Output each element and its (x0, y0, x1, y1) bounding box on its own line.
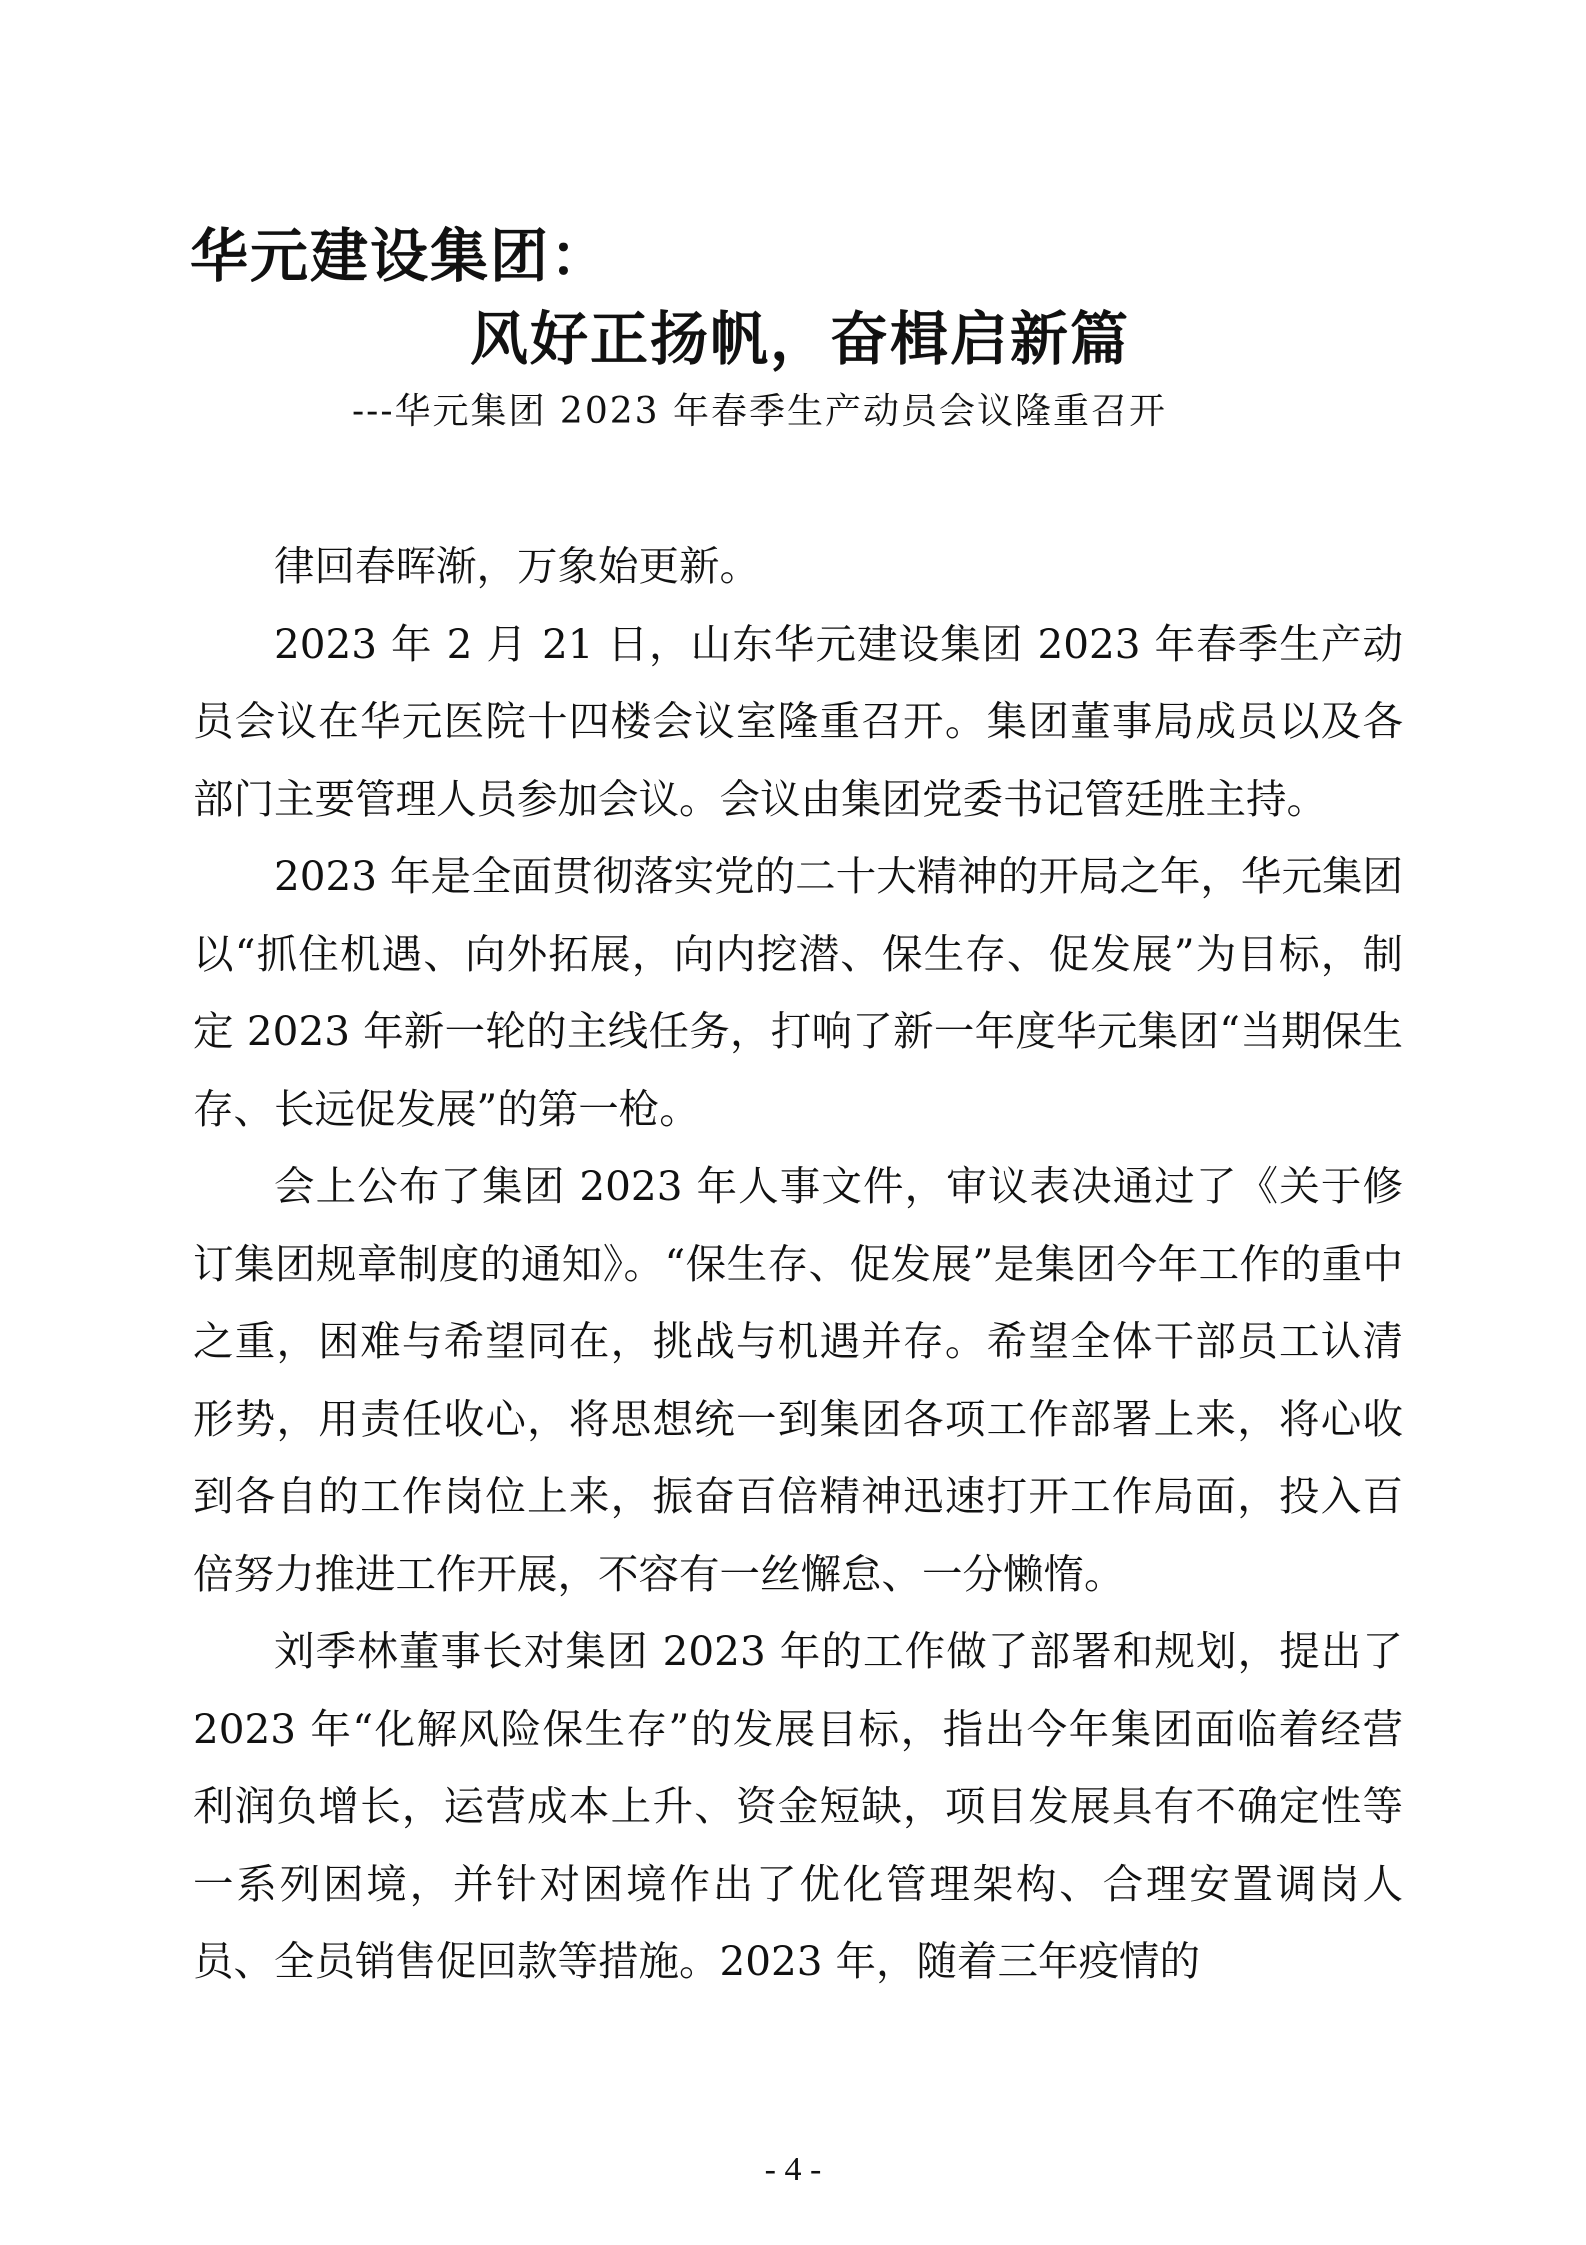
title-line-1: 华元建设集团： (190, 222, 611, 290)
title-line-2: 风好正扬帆，奋楫启新篇 (470, 305, 1131, 373)
paragraph: 2023 年是全面贯彻落实党的二十大精神的开局之年，华元集团以“抓住机遇、向外拓展，向内挖潜、保生存、促发展”为目标，制定 2023 年新一轮的主线任务，打响了新一年度华元集团“当期保生存、长远促发展”的第一枪。 (193, 852, 1403, 1133)
page-number: - 4 - (764, 2151, 822, 2188)
paragraph: 2023 年 2 月 21 日，山东华元建设集团 2023 年春季生产动员会议在华元医院十四楼会议室隆重召开。集团董事局成员以及各部门主要管理人员参加会议。会议由集团党委书记管廷胜主持。 (193, 619, 1403, 823)
article-body (193, 528, 1403, 2001)
paragraph: 刘季林董事长对集团 2023 年的工作做了部署和规划，提出了 2023 年“化解风险保生存”的发展目标，指出今年集团面临着经营利润负增长，运营成本上升、资金短缺，项目发展具有不确定性等一系列困境，并针对困境作出了优化管理架构、合理安置调岗人员、全员销售促回款等措施。2023 年，随着三年疫情的 (193, 1627, 1403, 1985)
subtitle: ---华元集团 2023 年春季生产动员会议隆重召开 (352, 391, 1167, 432)
paragraph: 律回春晖渐，万象始更新。 (274, 542, 760, 590)
paragraph: 会上公布了集团 2023 年人事文件，审议表决通过了《关于修订集团规章制度的通知》。“保生存、促发展”是集团今年工作的重中之重，困难与希望同在，挑战与机遇并存。希望全体干部员工认清形势，用责任收心，将思想统一到集团各项工作部署上来，将心收到各自的工作岗位上来，振奋百倍精神迅速打开工作局面，投入百倍努力推进工作开展，不容有一丝懈怠、一分懒惰。 (193, 1162, 1403, 1598)
